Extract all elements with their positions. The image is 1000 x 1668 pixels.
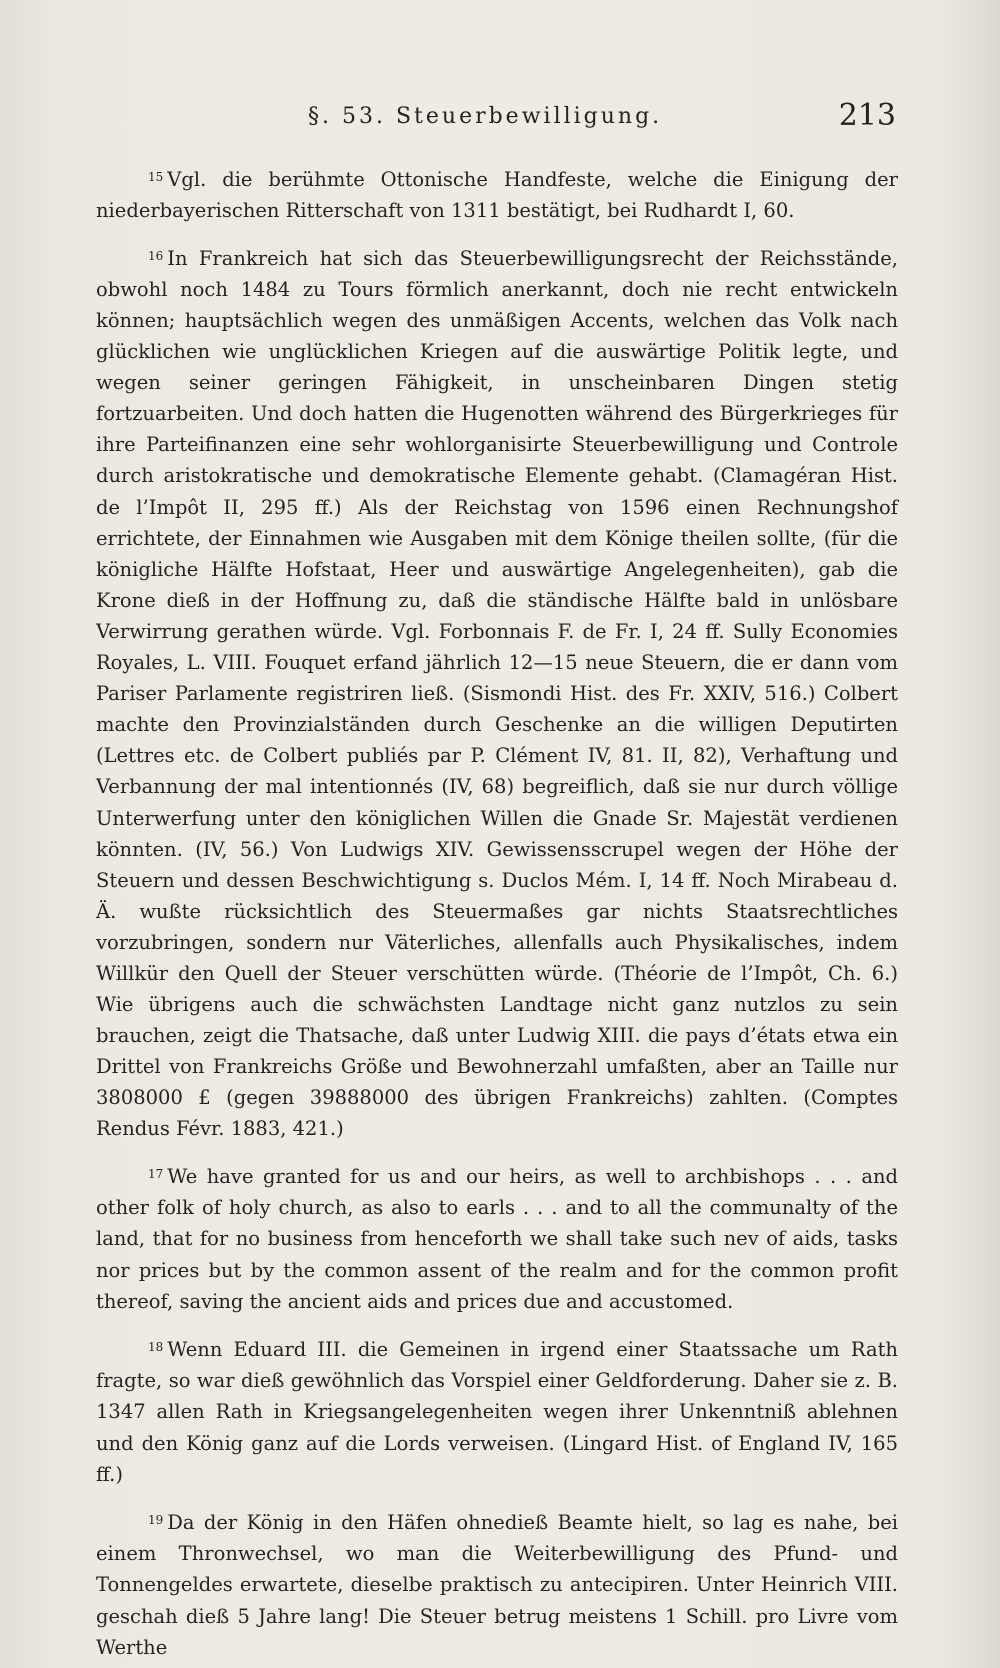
- footnote-17: [96, 1159, 898, 1318]
- footnote-number: 17: [148, 1166, 164, 1181]
- footnote-text: In Frankreich hat sich das Steuerbewilligungsrecht der Reichsstände, obwohl noch 1484 zu Tours förmlich anerkannt, doch nie recht entwickeln können; hauptsächlich wegen des unmäßigen Accents, welchen das Volk nach glücklichen wie unglücklichen Kriegen auf die auswärtige Politik legte, und wegen seiner geringen Fähigkeit, in unscheinbaren Dingen stetig fortzuarbeiten. Und doch hatten die Hugenotten während des Bürgerkrieges für ihre Parteifinanzen eine sehr wohlorganisirte Steuerbewilligung und Controle durch aristokratische und demokratische Elemente gehabt. (Clamagéran Hist. de l’Impôt II, 295 ff.) Als der Reichstag von 1596 einen Rechnungshof errichtete, der Einnahmen wie Ausgaben mit dem Könige theilen sollte, (für die königliche Hälfte Hofstaat, Heer und auswärtige Angelegenheiten), gab die Krone dieß in der Hoffnung zu, daß die ständische Hälfte bald in unlösbare Verwirrung gerathen würde. Vgl. Forbonnais F. de Fr. I, 24 ff. Sully Economies Royales, L. VIII. Fouquet erfand jährlich 12—15 neue Steuern, die er dann vom Pariser Parlamente registriren ließ. (Sismondi Hist. des Fr. XXIV, 516.) Colbert machte den Provinzialständen durch Geschenke an die willigen Deputirten (Lettres etc. de Colbert publiés par P. Clément IV, 81. II, 82), Verhaftung und Verbannung der mal intentionnés (IV, 68) begreiflich, daß sie nur durch völlige Unterwerfung unter den königlichen Willen die Gnade Sr. Majestät verdienen könnten. (IV, 56.) Von Ludwigs XIV. Gewissensscrupel wegen der Höhe der Steuern und dessen Beschwichtigung s. Duclos Mém. I, 14 ff. Noch Mirabeau d. Ä. wußte rücksichtlich des Steuermaßes gar nichts Staatsrechtliches vorzubringen, sondern nur Väterliches, allenfalls auch Physikalisches, indem Willkür den Quell der Steuer verschütten würde. (Théorie de l’Impôt, Ch. 6.) Wie übrigens auch die schwächsten Landtage nicht ganz nutzlos zu sein brauchen, zeigt die Thatsache, daß unter Ludwig XIII. die pays d’états etwa ein Drittel von Frankreichs Größe und Bewohnerzahl umfaßten, aber an Taille nur 3808000 £ (gegen 39888000 des übrigen Frankreichs) zahlten. (Comptes Rendus Févr. 1883, 421.): [96, 246, 898, 1141]
- footnote-number: 15: [148, 170, 164, 184]
- section-title: §. 53. Steuerbewilligung.: [308, 104, 663, 129]
- footnotes: [96, 162, 898, 1664]
- footnote-text: We have granted for us and our heirs, as well to archbishops . . . and other folk of holy church, as also to earls . . . and to all the communalty of the land, that for no business from henceforth we shall take such nev of aids, tasks nor prices but by the common assent of the realm and for the common profit thereof, saving the ancient aids and prices due and accustomed.: [96, 1164, 898, 1314]
- footnote-number: 16: [148, 248, 164, 263]
- footnote-19: [96, 1505, 898, 1664]
- footnote-number: 18: [148, 1339, 164, 1354]
- footnote-text: Da der König in den Häfen ohnedieß Beamte hielt, so lag es nahe, bei einem Thronwechsel, wo man die Weiterbewilligung des Pfund- und Tonnengeldes erwartete, dieselbe praktisch zu antecipiren. Unter Heinrich VIII. geschah dieß 5 Jahre lang! Die Steuer betrug meistens 1 Schill. pro Livre vom Werthe: [96, 1510, 898, 1660]
- footnote-15: [96, 162, 898, 227]
- footnote-18: [96, 1332, 898, 1491]
- footnote-text: Vgl. die berühmte Ottonische Handfeste, welche die Einigung der niederbayerischen Ritterschaft von 1311 bestätigt, bei Rudhardt I, 60.: [96, 168, 898, 223]
- footnote-16: [96, 241, 898, 1145]
- running-header: [96, 98, 896, 138]
- footnote-text: Wenn Eduard III. die Gemeinen in irgend einer Staatssache um Rath fragte, so war dieß gewöhnlich das Vorspiel einer Geldforderung. Daher sie z. B. 1347 allen Rath in Kriegsangelegenheiten wegen ihrer Unkenntniß ablehnen und den König ganz auf die Lords verweisen. (Lingard Hist. of England IV, 165 ff.): [96, 1337, 898, 1487]
- page-number: 213: [838, 98, 896, 133]
- footnote-number: 19: [148, 1512, 164, 1527]
